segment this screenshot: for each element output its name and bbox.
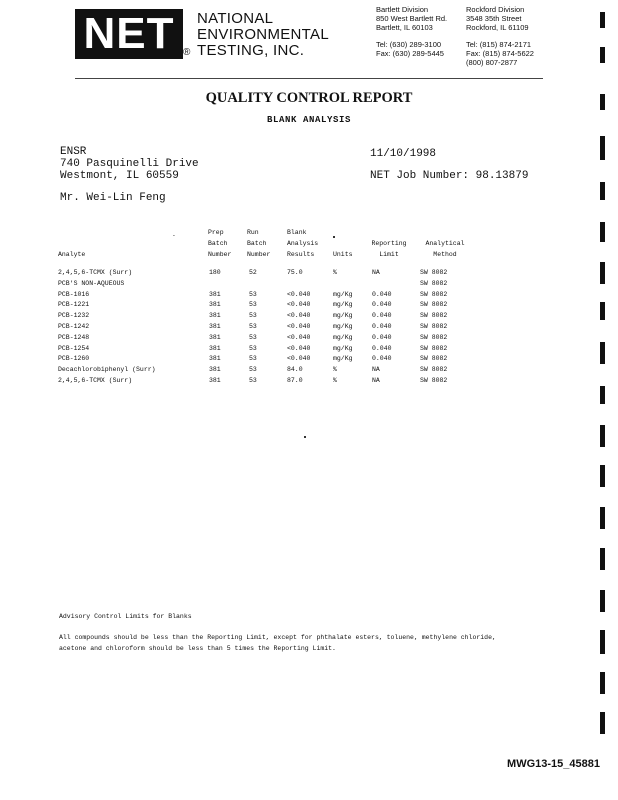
cell-units: mg/Kg <box>333 312 353 320</box>
cell-result: <0.040 <box>287 355 311 363</box>
cell-method: SW 8082 <box>420 323 448 330</box>
division-address-1: 850 West Bartlett Rd. <box>376 14 448 23</box>
table-row <box>0 322 618 333</box>
binding-mark <box>600 386 605 404</box>
cell-method: SW 8082 <box>420 301 448 309</box>
cell-analyte: PCB'S NON-AQUEOUS <box>58 279 125 287</box>
table-row <box>0 344 618 355</box>
analyte-header: Analyte <box>58 251 86 258</box>
cell-method: SW 8082 <box>420 333 448 341</box>
cell-units: % <box>333 269 337 276</box>
bartlett-division-address <box>376 5 447 58</box>
table-row <box>0 365 618 376</box>
binding-mark <box>600 222 605 242</box>
cell-units: mg/Kg <box>333 301 353 309</box>
cell-method: SW 8082 <box>420 279 448 287</box>
division-tel: Tel: (815) 874-2171 <box>466 40 532 49</box>
table-row <box>0 290 618 301</box>
run-batch-header: Run Batch Number <box>247 229 271 258</box>
cell-run: 53 <box>249 301 257 309</box>
division-fax: Fax: (630) 289-5445 <box>376 49 444 58</box>
cell-prep: 381 <box>209 377 221 384</box>
cell-units: mg/Kg <box>333 344 353 352</box>
division-fax: Fax: (815) 874-5622 <box>466 49 534 58</box>
binding-mark <box>600 136 605 160</box>
binding-mark <box>600 465 605 487</box>
advisory-line-1: All compounds should be less than the Reporting Limit, except for phthalate esters, toluene, methylene chloride, <box>59 634 496 641</box>
client-contact: Mr. Wei-Lin Feng <box>60 192 166 204</box>
binding-mark <box>600 425 605 447</box>
cell-limit: NA <box>372 269 380 276</box>
division-address-1: 3548 35th Street <box>466 14 522 23</box>
binding-mark <box>600 672 605 694</box>
cell-prep: 180 <box>209 269 221 276</box>
table-row <box>0 354 618 365</box>
cell-run: 53 <box>249 323 257 330</box>
table-row <box>0 300 618 311</box>
cell-limit: 0.040 <box>372 333 392 341</box>
cell-run: 53 <box>249 333 257 341</box>
cell-result: <0.040 <box>287 333 311 341</box>
binding-mark <box>600 47 605 63</box>
cell-limit: 0.040 <box>372 301 392 309</box>
document-id: MWG13-15_45881 <box>507 758 600 770</box>
cell-units: mg/Kg <box>333 355 353 363</box>
client-street: 740 Pasquinelli Drive <box>60 158 199 170</box>
company-name-line-2: ENVIRONMENTAL <box>197 26 329 43</box>
cell-run: 53 <box>249 312 257 320</box>
binding-mark <box>600 342 605 364</box>
cell-limit: 0.040 <box>372 323 392 330</box>
cell-analyte: PCB-1232 <box>58 312 90 320</box>
cell-analyte: PCB-1254 <box>58 344 90 352</box>
division-phone-extra: (800) 807-2877 <box>466 58 518 67</box>
cell-run: 53 <box>249 366 257 374</box>
job-number: NET Job Number: 98.13879 <box>370 170 529 182</box>
cell-limit: 0.040 <box>372 355 392 363</box>
table-row <box>0 268 618 279</box>
scan-speck <box>333 236 335 238</box>
cell-limit: 0.040 <box>372 312 392 320</box>
cell-units: mg/Kg <box>333 333 353 341</box>
table-row <box>0 279 618 290</box>
cell-run: 52 <box>249 269 257 276</box>
client-name: ENSR <box>60 146 87 158</box>
advisory-heading: Advisory Control Limits for Blanks <box>59 613 192 620</box>
binding-mark <box>600 182 605 200</box>
cell-method: SW 8082 <box>420 377 448 384</box>
client-city: Westmont, IL 60559 <box>60 170 179 182</box>
cell-analyte: 2,4,5,6-TCMX (Surr) <box>58 269 133 276</box>
report-subtitle: BLANK ANALYSIS <box>266 115 351 125</box>
cell-analyte: PCB-1221 <box>58 301 90 309</box>
cell-units: mg/Kg <box>333 323 353 330</box>
binding-mark <box>600 262 605 284</box>
cell-prep: 381 <box>209 301 221 309</box>
cell-prep: 381 <box>209 323 221 330</box>
cell-analyte: Decachlorobiphenyl (Surr) <box>58 366 156 374</box>
cell-units: % <box>333 377 337 384</box>
cell-result: <0.040 <box>287 290 311 298</box>
cell-result: <0.040 <box>287 323 311 330</box>
reporting-limit-header: Reporting Limit <box>371 240 407 258</box>
cell-result: 84.0 <box>287 366 303 374</box>
cell-analyte: 2,4,5,6-TCMX (Surr) <box>58 377 133 384</box>
report-title: QUALITY CONTROL REPORT <box>205 90 413 106</box>
company-name-line-1: NATIONAL <box>197 10 274 27</box>
scan-speck <box>304 436 306 438</box>
cell-result: 75.0 <box>287 269 303 276</box>
cell-prep: 381 <box>209 333 221 341</box>
cell-prep: 381 <box>209 366 221 374</box>
division-address-2: Rockford, IL 61109 <box>466 23 529 32</box>
analytical-method-header: Analytical Method <box>425 240 465 258</box>
report-date: 11/10/1998 <box>370 148 437 160</box>
advisory-line-2: acetone and chloroform should be less than 5 times the Reporting Limit. <box>59 645 336 652</box>
cell-analyte: PCB-1016 <box>58 290 90 298</box>
header-divider <box>75 78 543 79</box>
cell-method: SW 8082 <box>420 355 448 363</box>
cell-result: <0.040 <box>287 344 311 352</box>
rockford-division-address <box>466 5 534 67</box>
binding-mark <box>600 630 605 654</box>
cell-result: 87.0 <box>287 377 303 384</box>
units-header: Units <box>333 251 353 258</box>
cell-result: <0.040 <box>287 301 311 309</box>
cell-method: SW 8082 <box>420 344 448 352</box>
division-name: Bartlett Division <box>376 5 429 14</box>
cell-limit: NA <box>372 377 380 384</box>
binding-mark <box>600 590 605 612</box>
table-row <box>0 376 618 387</box>
binding-mark <box>600 94 605 110</box>
binding-mark <box>600 712 605 734</box>
cell-method: SW 8082 <box>420 366 448 374</box>
cell-analyte: PCB-1242 <box>58 323 90 330</box>
cell-result: <0.040 <box>287 312 311 320</box>
cell-run: 53 <box>249 290 257 298</box>
binding-mark <box>600 548 605 570</box>
cell-limit: 0.040 <box>372 344 392 352</box>
binding-mark <box>600 507 605 529</box>
cell-analyte: PCB-1260 <box>58 355 90 363</box>
binding-mark <box>600 302 605 320</box>
blank-results-header: Blank Analysis Results <box>287 229 319 258</box>
cell-run: 53 <box>249 344 257 352</box>
cell-prep: 381 <box>209 344 221 352</box>
cell-units: mg/Kg <box>333 290 353 298</box>
cell-method: SW 8082 <box>420 290 448 298</box>
table-row <box>0 333 618 344</box>
company-name-line-3: TESTING, INC. <box>197 42 305 59</box>
prep-batch-header: Prep Batch Number <box>208 229 232 258</box>
cell-run: 53 <box>249 377 257 384</box>
cell-limit: NA <box>372 366 380 374</box>
cell-prep: 381 <box>209 290 221 298</box>
cell-analyte: PCB-1248 <box>58 333 90 341</box>
cell-prep: 381 <box>209 355 221 363</box>
net-logo: NET <box>75 9 183 59</box>
header-mark: . <box>172 231 176 238</box>
cell-run: 53 <box>249 355 257 363</box>
cell-prep: 381 <box>209 312 221 320</box>
division-name: Rockford Division <box>466 5 525 14</box>
cell-method: SW 8082 <box>420 269 448 276</box>
division-tel: Tel: (630) 289-3100 <box>376 40 442 49</box>
table-row <box>0 311 618 322</box>
cell-units: % <box>333 366 337 374</box>
registered-mark: ® <box>183 47 191 58</box>
cell-method: SW 8082 <box>420 312 448 320</box>
cell-limit: 0.040 <box>372 290 392 298</box>
division-address-2: Bartlett, IL 60103 <box>376 23 433 32</box>
binding-mark <box>600 12 605 28</box>
